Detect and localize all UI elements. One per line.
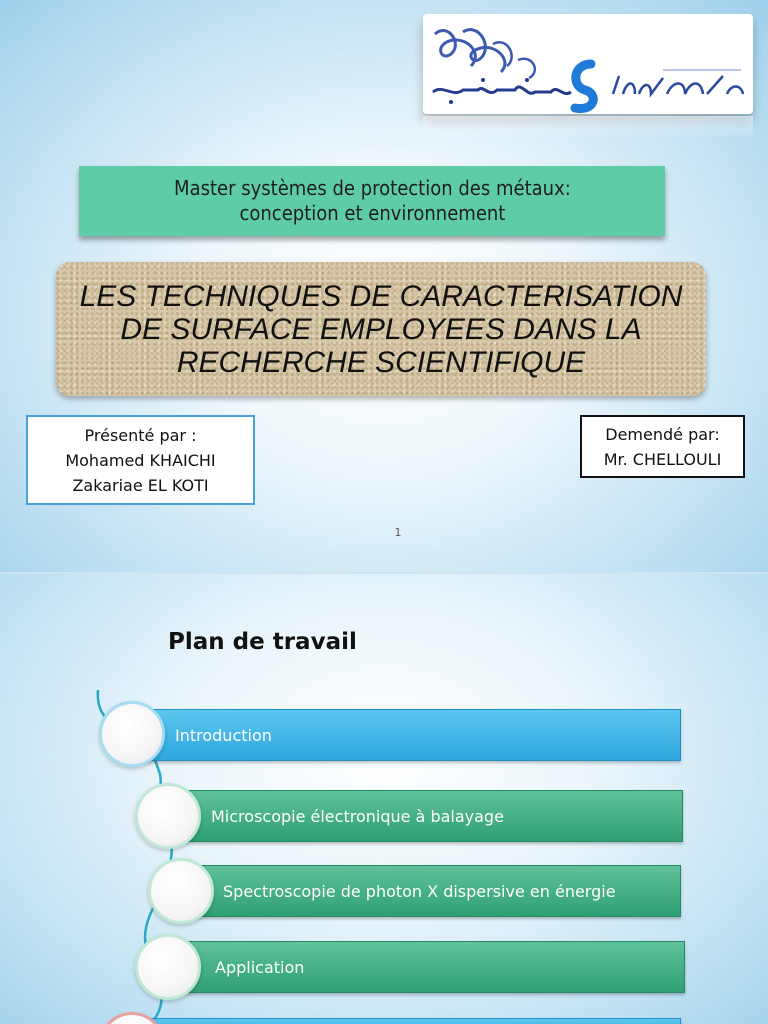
master-line: conception et environnement: [239, 201, 505, 225]
presenters-label: Présenté par :: [84, 425, 197, 445]
university-logo: [423, 14, 753, 114]
agenda-item-label: Introduction: [175, 725, 272, 745]
master-program-box: [79, 166, 665, 236]
agenda-item-label: Microscopie électronique à balayage: [211, 806, 504, 826]
agenda-item-meb: [168, 790, 683, 842]
agenda-bullet-circle: [99, 701, 165, 767]
requested-by-name: Mr. CHELLOULI: [603, 449, 722, 469]
presenter-name: Zakariae EL KOTI: [72, 475, 209, 495]
master-line: Master systèmes de protection des métaux:: [173, 176, 571, 200]
logo-latin-text: [613, 70, 743, 94]
presenter-name: Mohamed KHAICHI: [65, 450, 216, 470]
agenda-item-label: Spectroscopie de photon X dispersive en énergie: [223, 881, 616, 901]
agenda-bullet-circle: [148, 858, 214, 924]
presentation-title-line: LES TECHNIQUES DE CARACTERISATION: [79, 279, 683, 313]
agenda-title: Plan de travail: [168, 629, 357, 655]
presentation-title-line: DE SURFACE EMPLOYEES DANS LA: [120, 312, 642, 346]
logo-arabic-text: [433, 78, 571, 104]
requested-by-label: Demendé par:: [605, 424, 720, 444]
agenda-slide: [0, 574, 768, 1024]
requested-by-box: [580, 415, 745, 478]
presentation-title-box: [56, 262, 706, 396]
agenda-item-partial: [130, 1018, 681, 1024]
agenda-item-application: [168, 941, 685, 993]
agenda-item-edx: [180, 865, 681, 917]
agenda-bullet-circle: [135, 934, 201, 1000]
agenda-item-label: Application: [215, 957, 305, 977]
agenda-item-introduction: [130, 709, 681, 761]
presenters-box: [26, 415, 255, 505]
page-number: 1: [394, 526, 402, 539]
agenda-bullet-circle: [135, 783, 201, 849]
presentation-title-line: RECHERCHE SCIENTIFIQUE: [176, 345, 586, 379]
logo-reflection: [423, 116, 753, 138]
